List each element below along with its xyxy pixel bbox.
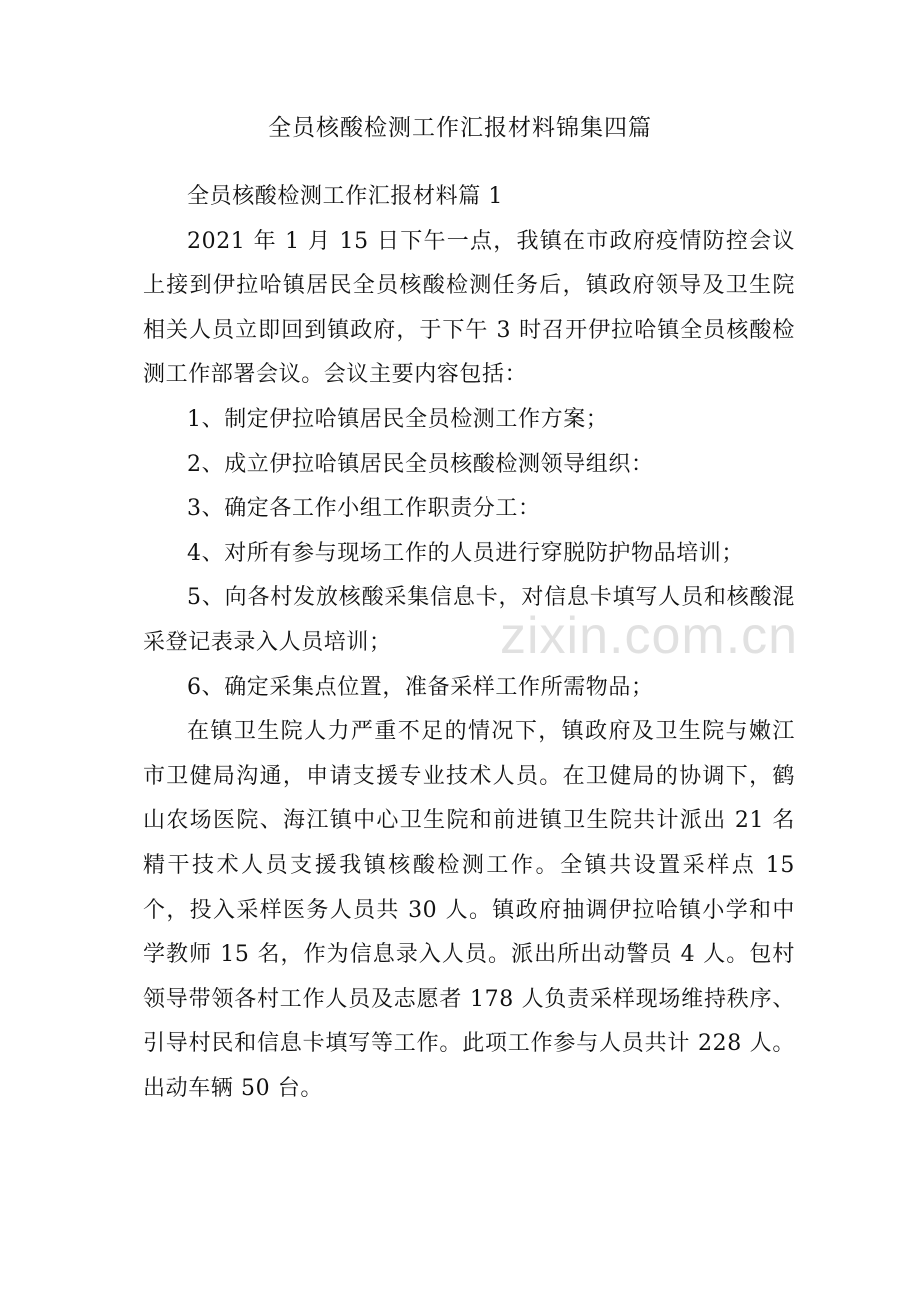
body-paragraph: 在镇卫生院人力严重不足的情况下，镇政府及卫生院与嫩江市卫健局沟通，申请支援专业技术人员。在卫健局的协调下，鹤山农场医院、海江镇中心卫生院和前进镇卫生院共计派出 21 名精干技术人员支援我镇核酸检测工作。全镇共设置采样点 15 个，投入采样医务人员共 30 人。镇政府抽调伊拉哈镇小学和中学教师 15 名，作为信息录入人员。派出所出动警员 4 人。包村领导带领各村工作人员及志愿者 178 人负责采样现场维持秩序、引导村民和信息卡填写等工作。此项工作参与人员共计 228 人。出动车辆 50 台。 [143,719,795,1101]
list-item: 3、确定各工作小组工作职责分工： [187,496,541,522]
section-heading: 全员核酸检测工作汇报材料篇 1 [187,184,503,209]
watermark: zixin.com.cn [500,607,799,665]
list-item: 5、向各村发放核酸采集信息卡，对信息卡填写人员和核酸混采登记表录入人员培训； [143,585,795,655]
intro-paragraph: 2021 年 1 月 15 日下午一点，我镇在市政府疫情防控会议上接到伊拉哈镇居民全员核酸检测任务后，镇政府领导及卫生院相关人员立即回到镇政府，于下午 3 时召开伊拉哈镇全员核酸检测工作部署会议。会议主要内容包括： [143,228,795,388]
list-item: 1、制定伊拉哈镇居民全员检测工作方案； [187,406,609,432]
list-item: 6、确定采集点位置，准备采样工作所需物品； [187,674,654,700]
document-title: 全员核酸检测工作汇报材料锦集四篇 [268,115,652,141]
list-item: 4、对所有参与现场工作的人员进行穿脱防护物品培训； [187,540,744,566]
document-body [143,175,795,1111]
list-item: 2、成立伊拉哈镇居民全员核酸检测领导组织： [187,451,654,477]
